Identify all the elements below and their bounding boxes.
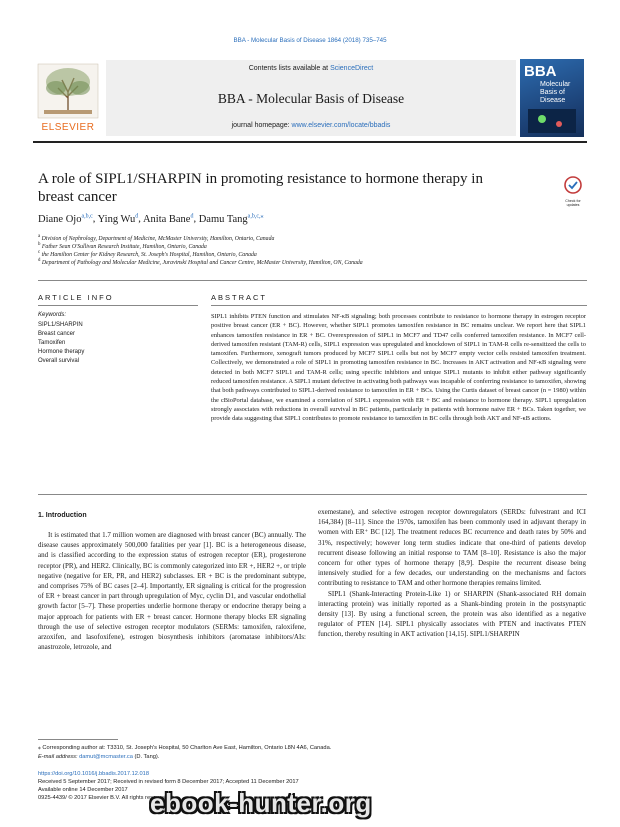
journal-homepage	[106, 122, 516, 129]
cover-title-line-4: Disease	[540, 97, 566, 104]
publisher-logo-text: ELSEVIER	[41, 122, 95, 133]
keyword: Breast cancer	[38, 331, 76, 337]
email-prefix: E-mail address:	[38, 754, 80, 760]
sciencedirect-link[interactable]: ScienceDirect	[330, 65, 374, 72]
author-separator: ,	[193, 213, 199, 225]
abstract-rule	[211, 305, 587, 306]
abstract-text: SIPL1 inhibits PTEN function and stimulates NF-κB signaling; both processes contribute to resistance to hormone therapy in estrogen receptor positive breast cancer (ER + BC). However, whether SIPL1 promotes tamoxifen resistance in BC remains unclear. We report here that SIPL1 enhances tamoxifen resistance in ER + BC. Overexpression of SIPL1 in MCF7 and TD47 cells conferred tamoxifen resistance. In MCF7 cell-derived tamoxifen resistant (TAM-R) cells, SIPL1 expression was upregulated and knockdown of SIPL1 in TAM-R cells re-sensitized the cells to tamoxifen. Furthermore, xenograft tumors produced by MCF7 SIPL1 cells but not by MCF7 empty vector cells resisted tamoxifen treatment. Collectively, we demonstrated a role of SIPL1 in promoting tamoxifen resistance in BC. Increases in AKT activation and NF-κB signaling were detected in both MCF7 SIPL1 and TAM-R cells; using specific inhibitors and unique SIPL1 mutants to inhibit either pathway significantly reduced tamoxifen resistance. A SIPL1 mutant defective in activating both pathways was incapable of conferring resistance to tamoxifen, showing that both pathways contributed to SIPL1-derived resistance to tamoxifen in ER + BCs. Using the Curtis dataset of breast cancer (n = 1980) within the cBioPortal database, we examined a correlation of SIPL1 expression with ER + BC and resistance to hormone therapy. SIPL1 upregulation strongly associates with reductions in overall survival in BC patients, particularly in patients with hormone naive ER + BCs. Taken together, we provide data suggesting that SIPL1 contributes to promote resistance to tamoxifen in BC cells through both AKT and NF-κB actions.	[211, 313, 586, 423]
watermark: ebook-hunter.org	[150, 788, 372, 818]
affiliation-sup: b	[38, 242, 41, 247]
keyword: Hormone therapy	[38, 349, 85, 355]
journal-reference[interactable]: BBA - Molecular Basis of Disease 1864 (2018) 735–745	[233, 37, 387, 44]
author-list	[38, 212, 263, 225]
email-line	[38, 754, 159, 760]
abstract-heading: ABSTRACT	[211, 293, 268, 302]
doi-link[interactable]: https://doi.org/10.1016/j.bbadis.2017.12.018	[38, 771, 149, 777]
elsevier-logo	[36, 62, 100, 136]
keyword: SIPL1/SHARPIN	[38, 322, 83, 328]
author[interactable]	[199, 214, 264, 225]
author-name: Anita Bane	[142, 213, 191, 225]
corresponding-author-note: ⁎ Corresponding author at: T3310, St. Joseph's Hospital, 50 Charlton Ave East, Hamilton, Ontario L8N 4A6, Canada.	[38, 745, 332, 751]
copyright-line: 0925-4439/ © 2017 Elsevier B.V. All rights reserved.	[38, 795, 169, 801]
received-line: Received 5 September 2017; Received in revised form 8 December 2017; Accepted 11 December 2017	[38, 779, 299, 785]
check-for-updates-badge[interactable]	[560, 176, 586, 207]
cover-title-bba: BBA	[524, 63, 557, 80]
intro-right-column	[318, 507, 586, 640]
article-info-heading: ARTICLE INFO	[38, 293, 114, 302]
intro-heading: 1. Introduction	[38, 512, 87, 519]
contents-prefix: Contents lists available at	[248, 65, 331, 72]
intro-left-column	[38, 530, 306, 652]
author[interactable]	[143, 214, 194, 225]
journal-cover-image	[520, 59, 584, 137]
keyword-list	[38, 321, 84, 366]
article-title: A role of SIPL1/SHARPIN in promoting resistance to hormone therapy in breast cancer	[38, 171, 483, 205]
affiliation-sup: a	[38, 234, 41, 239]
header-rule	[33, 141, 587, 143]
intro-paragraph: exemestane), and selective estrogen receptor downregulators (SERDs: fulvestrant and ICI 164,384) [8–11]. Since the 1970s, tamoxifen has been commonly used in adjuvant therapy in women with ER⁺ BC [12]. The treatment reduces BC recurrence and death rates by 50% and 31%, respectively; however long term studies indicate that one-third of patients develop recurrent disease following an initial response to TAM [8–10]. Resistance is also the major concern for other types of hormone therapy [8,9]. Despite the recurrent disease being intensively studied for a few decades, our understanding on the mechanisms and factors contributing to resistance to TAM and other hormone therapies remains limited.	[318, 508, 586, 588]
cover-image	[528, 109, 576, 133]
affiliation-sup: d	[38, 258, 41, 263]
author-affil-sup[interactable]: d	[135, 213, 139, 219]
section-divider	[38, 494, 587, 495]
cover-title-line-3: Basis of	[540, 89, 565, 96]
email-suffix: (D. Tang).	[132, 754, 160, 760]
author[interactable]	[38, 214, 93, 225]
email-link[interactable]: damut@mcmaster.ca	[79, 754, 133, 760]
homepage-link[interactable]: www.elsevier.com/locate/bbadis	[291, 122, 391, 129]
author-affil-sup[interactable]: a,b,c	[81, 213, 93, 219]
cover-title-line-2: Molecular	[540, 81, 571, 88]
affiliation-sup: c	[38, 250, 41, 255]
available-line: Available online 14 December 2017	[38, 787, 128, 793]
affiliation-text: Division of Nephrology, Department of Medicine, McMaster University, Hamilton, Ontario, Canada	[41, 235, 275, 242]
cover-title-lines	[540, 81, 570, 105]
intro-paragraph: SIPL1 (Shank-Interacting Protein-Like 1) or SHARPIN (Shank-associated RH domain interacting protein) was initially reported as a Shank-binding protein in the postsynaptic density [13]. By using a functional screen, the protein was also identified as a negative regulator of PTEN [14]. SIPL1 physically associates with PTEN and inactivates PTEN function, thereby resulting in AKT activation [14,15]. SIPL1/SHARPIN	[318, 589, 586, 639]
affiliation	[38, 242, 207, 250]
author-separator: ,	[92, 213, 98, 225]
check-updates-icon	[564, 176, 582, 194]
author-affil-sup[interactable]: a,b,c,⁎	[247, 213, 264, 219]
author-separator: ,	[138, 213, 143, 225]
article-info-rule	[38, 305, 198, 306]
contents-line	[106, 65, 516, 72]
check-updates-label: Check for updates	[565, 199, 581, 207]
footnote-rule	[38, 739, 118, 740]
section-divider	[38, 280, 587, 281]
keywords-label: Keywords:	[38, 312, 67, 318]
journal-name: BBA - Molecular Basis of Disease	[217, 91, 405, 106]
affiliation	[38, 258, 363, 266]
author-name: Diane Ojo	[38, 213, 82, 225]
affiliation-text: Department of Pathology and Molecular Medicine, Juravinski Hospital and Cancer Centre, McMaster University, Hamilton, ON, Canada	[41, 259, 363, 266]
homepage-prefix: journal homepage:	[231, 122, 292, 129]
affiliation	[38, 234, 274, 242]
doi-line	[38, 771, 149, 777]
keyword: Tamoxifen	[38, 340, 66, 346]
affiliation-text: the Hamilton Center for Kidney Research, St. Joseph's Hospital, Hamilton, Ontario, Canada	[41, 251, 257, 258]
keyword: Overall survival	[38, 358, 80, 364]
affiliation-text: Father Sean O'Sullivan Research Institute, Hamilton, Ontario, Canada	[41, 243, 207, 250]
affiliation	[38, 250, 257, 258]
author-affil-sup[interactable]: d	[190, 213, 194, 219]
author-name: Damu Tang	[198, 213, 248, 225]
author-name: Ying Wu	[97, 213, 136, 225]
author[interactable]	[98, 214, 139, 225]
intro-paragraph: It is estimated that 1.7 million women are diagnosed with breast cancer (BC) annually. The disease causes approximately 500,000 fatalities per year [1]. BC is a heterogeneous disease, and is classified according to the expression status of estrogen receptor (ER), progesterone receptor (PR), and HER2. Clinically, BC is commonly categorized into ER +, HER2 +, or triple negative (negative for ER, PR, and HER2) subclasses. ER + BC is the predominant subtype, and comprises 75% of BC cases [2–4]. Importantly, ER signaling is critical for the progression of ER + breast cancer in part through upregulation of Myc, cyclin D1, and vascular endothelial growth factor [5–7]. These properties underlie hormone therapy or endocrine therapy being a major approach for patients with ER + breast cancer. Hormone therapy blocks ER signaling through the use of selective estrogen receptor modulators (SERMs: tamoxifen, raloxifene, arzoxifen, and lasofoxifene), estrogen biosynthesis inhibitors (aromatase inhibitors/AIs: anastrozole, letrozole, and	[38, 531, 306, 652]
